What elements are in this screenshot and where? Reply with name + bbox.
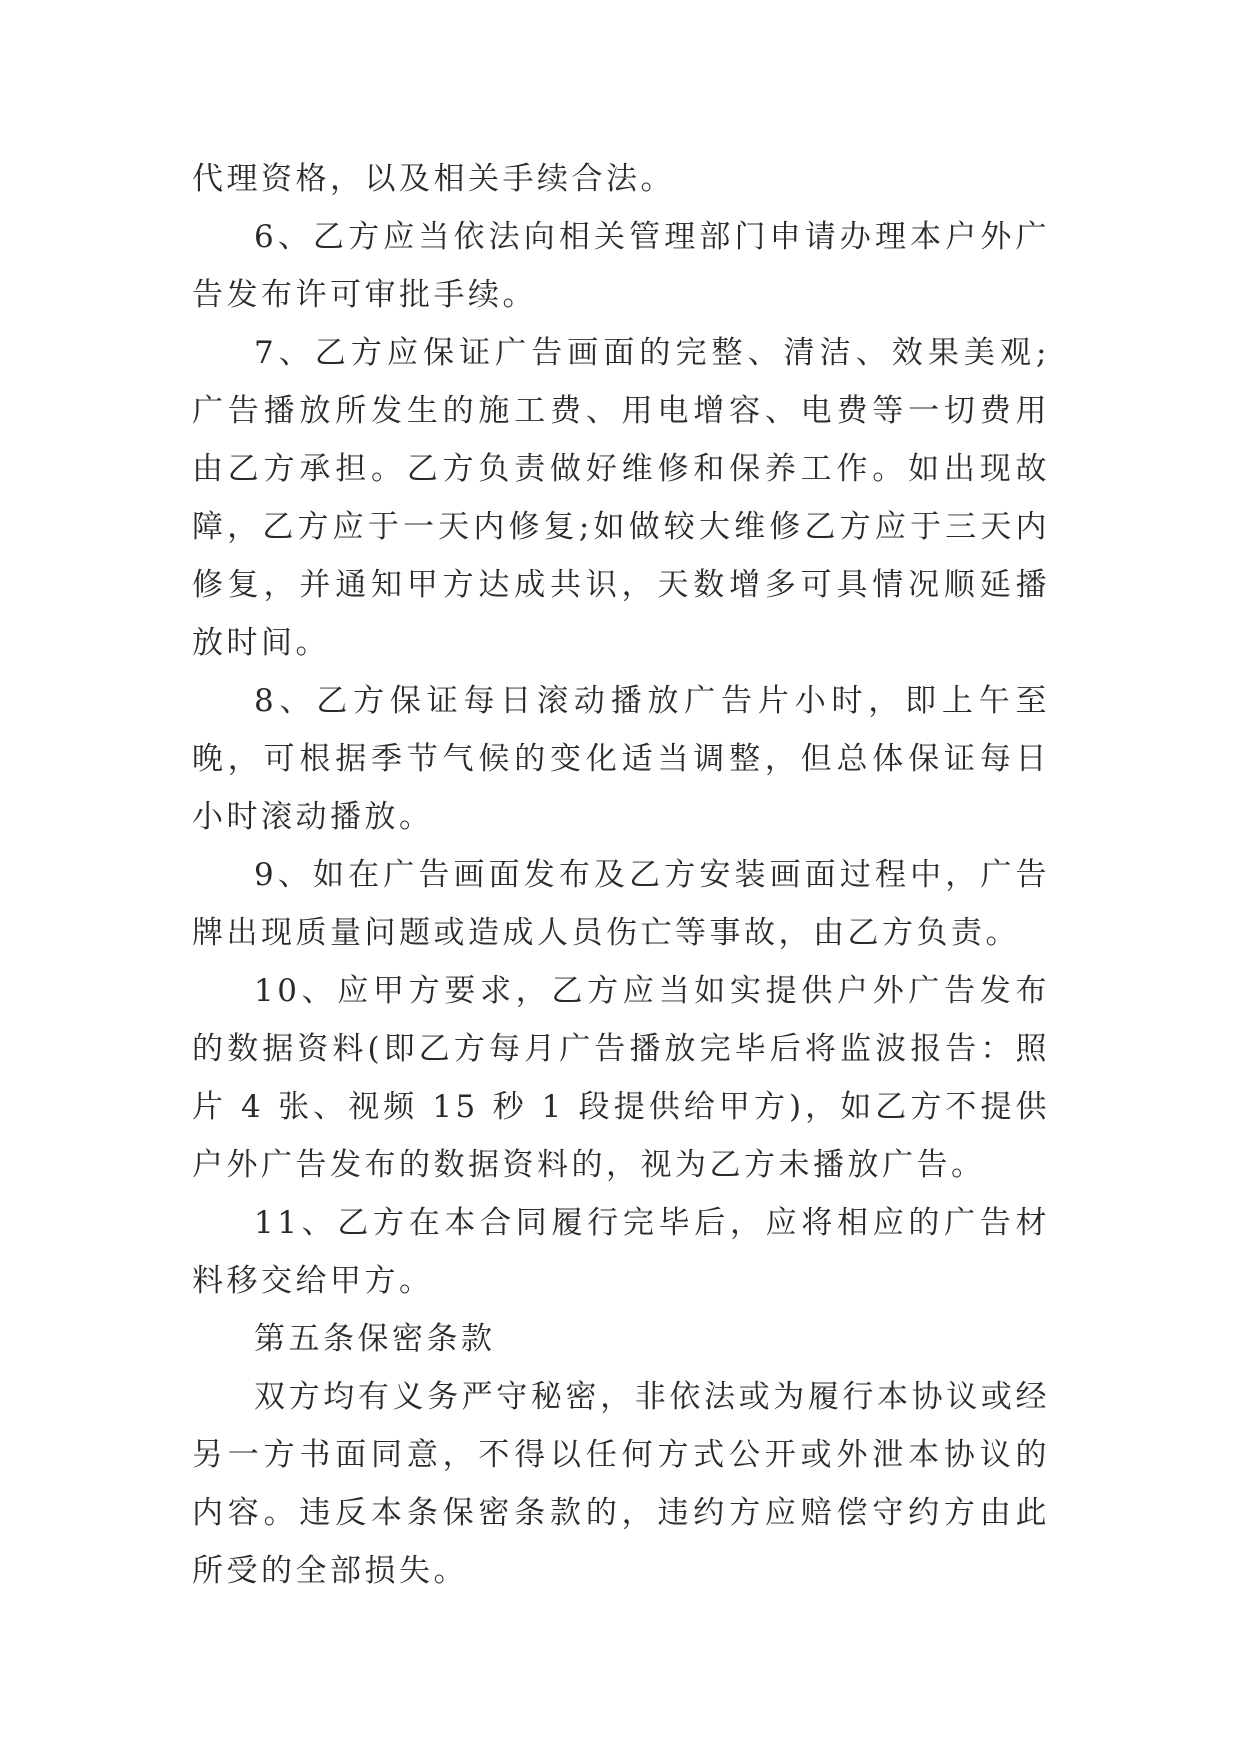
paragraph-clause-8: 8、乙方保证每日滚动播放广告片小时，即上午至晚，可根据季节气候的变化适当调整，但总体保证每日小时滚动播放。 [192,683,1050,835]
paragraph-clause-9: 9、如在广告画面发布及乙方安装画面过程中，广告牌出现质量问题或造成人员伤亡等事故，由乙方负责。 [192,857,1050,951]
paragraph-clause-7: 7、乙方应保证广告画面的完整、清洁、效果美观;广告播放所发生的施工费、用电增容、电费等一切费用由乙方承担。乙方负责做好维修和保养工作。如出现故障，乙方应于一天内修复;如做较大维修乙方应于三天内修复，并通知甲方达成共识，天数增多可具情况顺延播放时间。 [192,335,1050,661]
paragraph-clause-6: 6、乙方应当依法向相关管理部门申请办理本户外广告发布许可审批手续。 [192,219,1050,313]
paragraph-clause-10: 10、应甲方要求，乙方应当如实提供户外广告发布的数据资料(即乙方每月广告播放完毕后将监波报告：照片 4 张、视频 15 秒 1 段提供给甲方)，如乙方不提供户外广告发布的数据资料的，视为乙方未播放广告。 [192,973,1050,1183]
document-body [192,150,1050,1600]
section-heading-confidentiality: 第五条保密条款 [254,1321,496,1357]
paragraph-continuation: 代理资格，以及相关手续合法。 [192,161,675,197]
paragraph-clause-11: 11、乙方在本合同履行完毕后，应将相应的广告材料移交给甲方。 [192,1205,1050,1299]
paragraph-confidentiality: 双方均有义务严守秘密，非依法或为履行本协议或经另一方书面同意，不得以任何方式公开或外泄本协议的内容。违反本条保密条款的，违约方应赔偿守约方由此所受的全部损失。 [192,1379,1050,1589]
